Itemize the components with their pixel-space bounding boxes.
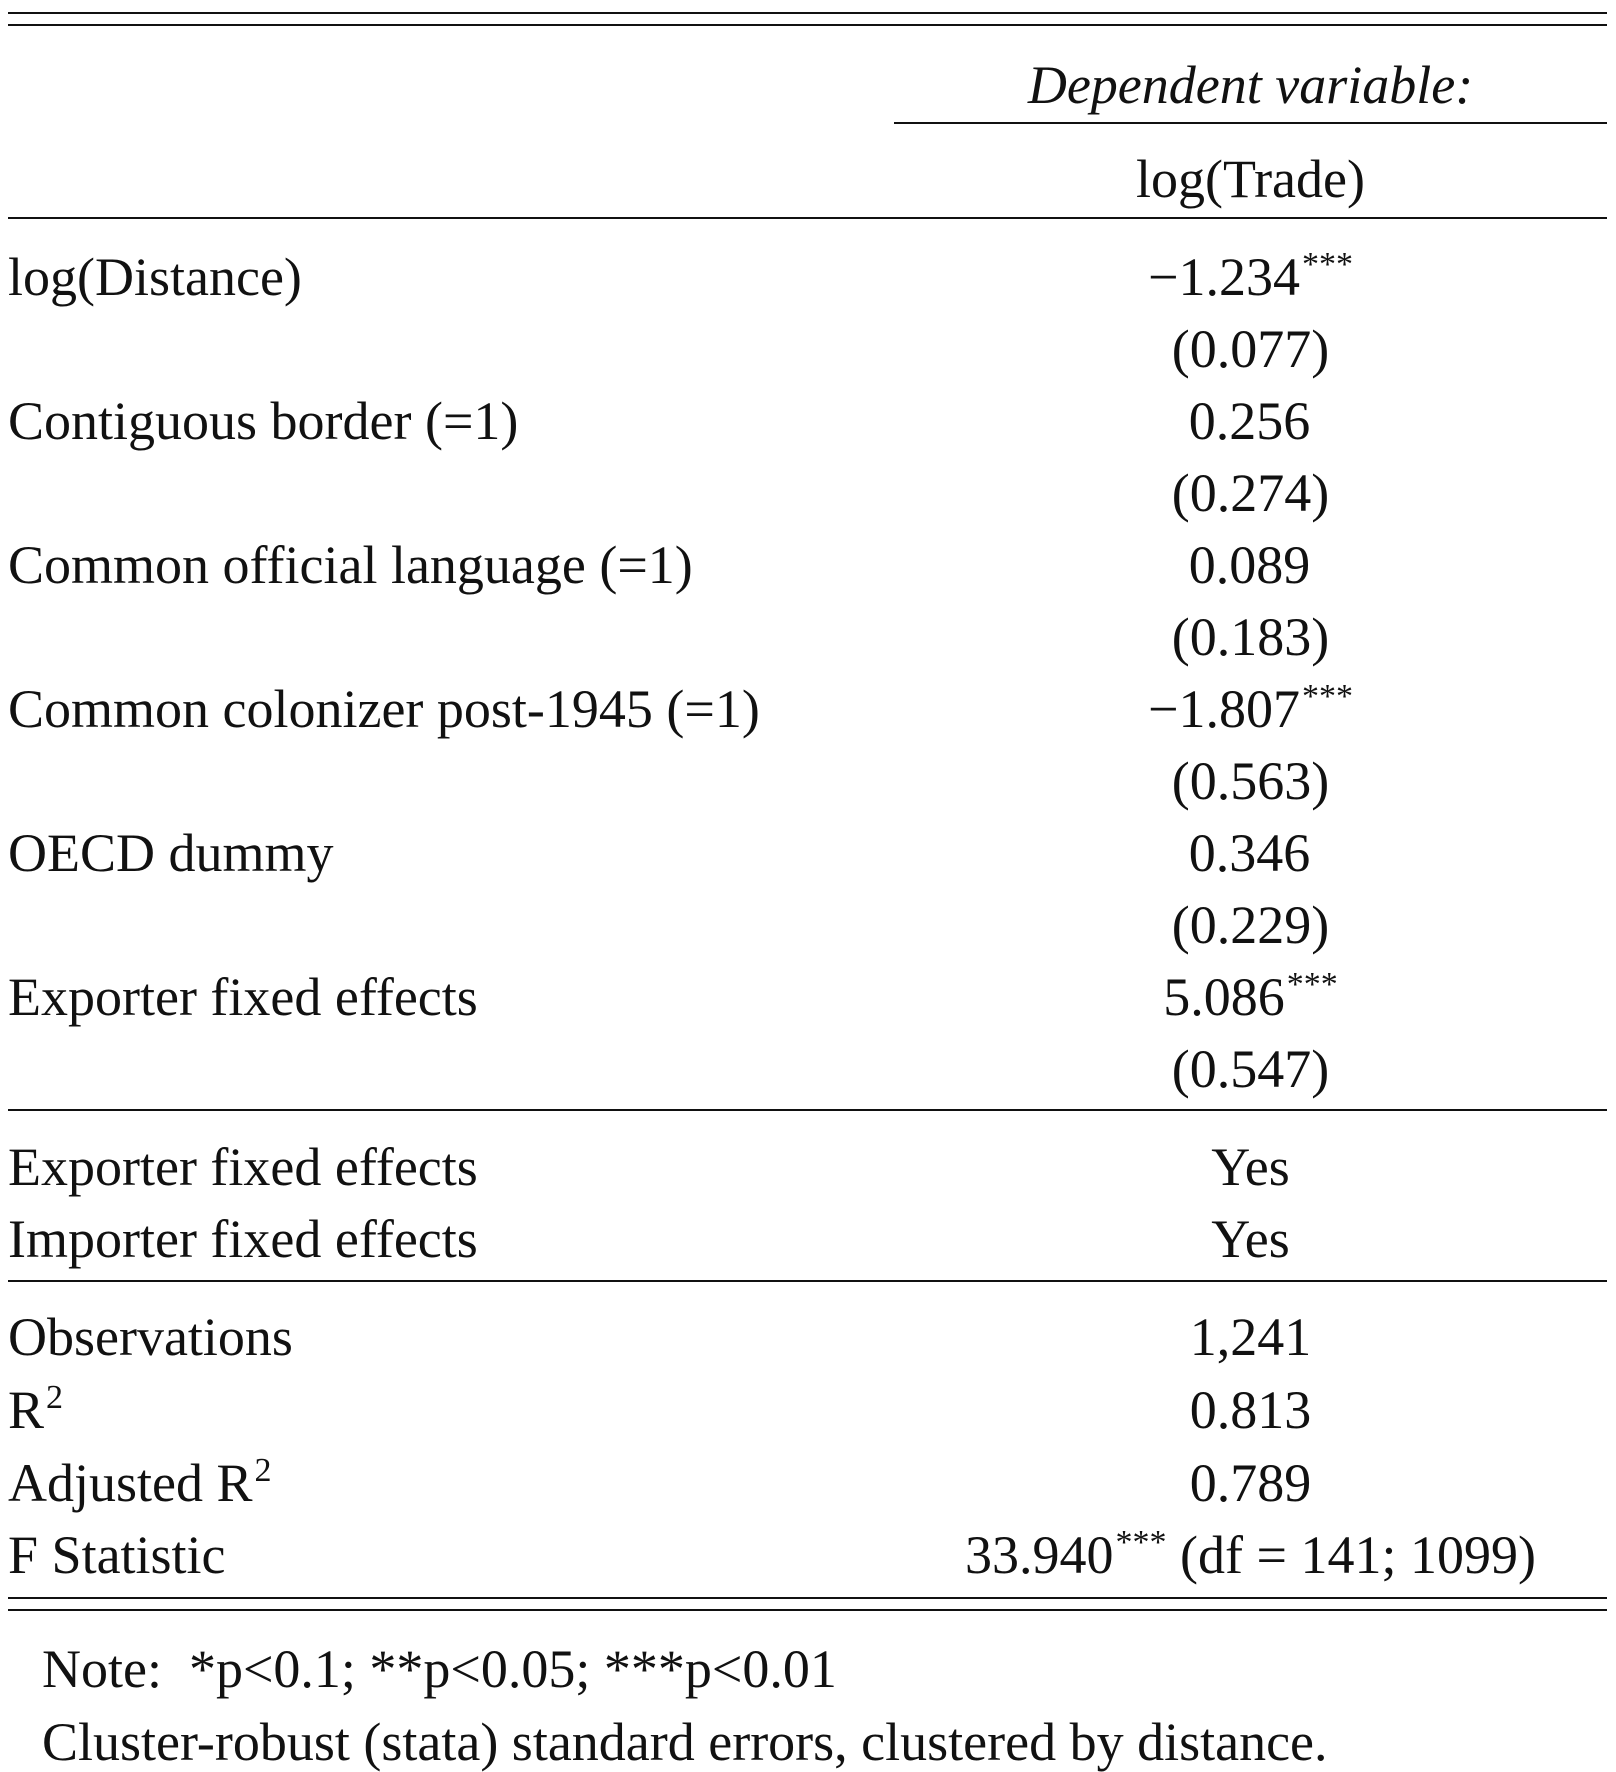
dependent-variable-label: Dependent variable: [1027, 55, 1474, 115]
coef-bottom-rule [8, 1109, 1607, 1111]
bottom-rule-2 [8, 1609, 1607, 1611]
fe-label: Exporter fixed effects [8, 1137, 478, 1197]
coef-label: OECD dummy [8, 823, 334, 883]
coef-se: (0.547) [1171, 1039, 1330, 1099]
coef-label: Contiguous border (=1) [8, 391, 519, 451]
fe-value: Yes [1211, 1209, 1290, 1269]
top-rule-2 [8, 24, 1607, 26]
stat-value: 0.813 [1189, 1380, 1312, 1440]
coef-value: 0.346 [1188, 823, 1311, 883]
coef-label: Common official language (=1) [8, 535, 693, 595]
note-standard-errors: Cluster-robust (stata) standard errors, clustered by distance. [42, 1712, 1328, 1772]
coef-label: Exporter fixed effects [8, 967, 478, 1027]
coef-value: 5.086*** [1163, 966, 1338, 1027]
coef-value: −1.234*** [1148, 246, 1353, 307]
fe-label: Importer fixed effects [8, 1209, 478, 1269]
stat-label: Observations [8, 1307, 293, 1367]
coef-se: (0.563) [1171, 751, 1330, 811]
coef-value: 0.256 [1188, 391, 1311, 451]
stat-label: $R^2$ [8, 1379, 64, 1440]
coef-se: (0.183) [1171, 607, 1330, 667]
coef-se: (0.274) [1171, 463, 1330, 523]
coef-label: Common colonizer post-1945 (=1) [8, 679, 760, 739]
stat-label: F Statistic [8, 1525, 226, 1585]
stat-value: 33.940*** (df = 141; 1099) [965, 1524, 1536, 1585]
stat-value: 0.789 [1189, 1453, 1312, 1513]
coef-label: log(Distance) [8, 247, 302, 307]
coef-se: (0.077) [1171, 319, 1330, 379]
fe-value: Yes [1211, 1137, 1290, 1197]
coef-value: 0.089 [1188, 535, 1311, 595]
header-underline [894, 122, 1607, 124]
note-significance: Note: *p<0.1; **p<0.05; ***p<0.01 [42, 1639, 837, 1699]
coef-se: (0.229) [1171, 895, 1330, 955]
stat-label: Adjusted $R^2$ [8, 1452, 272, 1513]
stat-value: 1,241 [1189, 1307, 1312, 1367]
top-rule-1 [8, 12, 1607, 14]
bottom-rule-1 [8, 1597, 1607, 1599]
dependent-variable-name: log(Trade) [1136, 149, 1365, 209]
fe-bottom-rule [8, 1280, 1607, 1282]
header-bottom-rule [8, 217, 1607, 219]
coef-value: −1.807*** [1148, 678, 1353, 739]
